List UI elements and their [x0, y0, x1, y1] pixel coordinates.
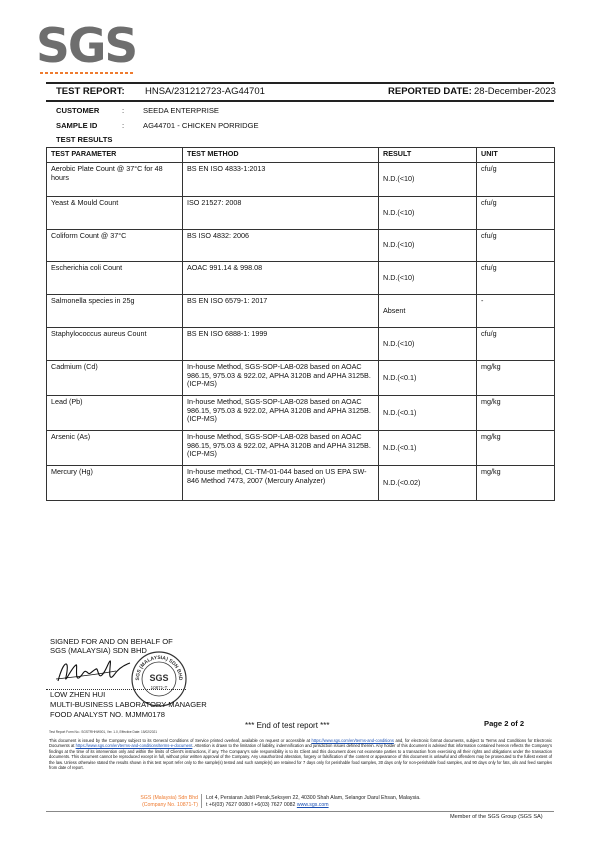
header-bottom-rule	[46, 100, 554, 102]
sample-id-label: SAMPLE ID	[56, 121, 98, 130]
cell-method: BS EN ISO 6888-1: 1999	[183, 328, 379, 361]
e-document-terms-link[interactable]: https://www.sgs.com/en/terms-and-conditions/terms-e-document	[75, 743, 193, 749]
cell-parameter: Yeast & Mould Count	[47, 197, 183, 230]
cell-method: ISO 21527: 2008	[183, 197, 379, 230]
test-results-label: TEST RESULTS	[56, 135, 113, 144]
cell-unit: mg/kg	[477, 361, 555, 396]
cell-parameter: Coliform Count @ 37°C	[47, 230, 183, 262]
cell-unit: mg/kg	[477, 396, 555, 431]
cell-result: N.D.(<10)	[379, 328, 477, 361]
cell-unit: cfu/g	[477, 163, 555, 197]
signatory-title: MULTI-BUSINESS LABORATORY MANAGER	[50, 700, 207, 709]
table-row	[47, 361, 555, 396]
cell-unit: cfu/g	[477, 262, 555, 295]
member-of-group: Member of the SGS Group (SGS SA)	[450, 814, 543, 820]
footer-company: SGS (Malaysia) Sdn Bhd (Company No. 10871-T)	[140, 795, 198, 808]
signatory-block	[50, 690, 207, 720]
cell-method: In-house method, CL-TM-01-044 based on US EPA SW-846 Method 7473, 2007 (Mercury Analyzer)	[183, 466, 379, 501]
handwritten-signature	[54, 655, 134, 689]
cell-method: BS EN ISO 4833-1:2013	[183, 163, 379, 197]
cell-unit: mg/kg	[477, 431, 555, 466]
cell-unit: mg/kg	[477, 466, 555, 501]
header-result: RESULT	[379, 148, 477, 163]
cell-result: N.D.(<10)	[379, 163, 477, 197]
cell-method: In-house Method, SGS-SOP-LAB-028 based on AOAC 986.15, 975.03 & 922.02, APHA 3120B and APHA 3125B. (ICP-MS)	[183, 431, 379, 466]
cell-method: In-house Method, SGS-SOP-LAB-028 based on AOAC 986.15, 975.03 & 922.02, APHA 3120B and APHA 3125B. (ICP-MS)	[183, 396, 379, 431]
signatory-name: LOW ZHEN HUI	[50, 690, 106, 699]
cell-result: N.D.(<0.1)	[379, 361, 477, 396]
cell-method: BS ISO 4832: 2006	[183, 230, 379, 262]
table-row	[47, 396, 555, 431]
table-row	[47, 262, 555, 295]
terms-link[interactable]: https://www.sgs.com/en/terms-and-conditions	[311, 738, 394, 743]
cell-unit: -	[477, 295, 555, 328]
cell-unit: cfu/g	[477, 230, 555, 262]
customer-label: CUSTOMER	[56, 106, 100, 115]
table-row	[47, 328, 555, 361]
header-test-parameter: TEST PARAMETER	[47, 148, 183, 163]
signed-on-behalf-line: SIGNED FOR AND ON BEHALF OF	[50, 637, 173, 646]
header-test-method: TEST METHOD	[183, 148, 379, 163]
cell-unit: cfu/g	[477, 197, 555, 230]
svg-text:SGS: SGS	[149, 673, 169, 683]
cell-parameter: Staphylococcus aureus Count	[47, 328, 183, 361]
footer-divider	[201, 794, 202, 808]
cell-method: In-house Method, SGS-SOP-LAB-028 based on AOAC 986.15, 975.03 & 922.02, APHA 3120B and APHA 3125B. (ICP-MS)	[183, 361, 379, 396]
cell-unit: cfu/g	[477, 328, 555, 361]
sample-id-colon: :	[122, 121, 125, 130]
cell-result: Absent	[379, 295, 477, 328]
page-number: Page 2 of 2	[484, 719, 525, 728]
cell-parameter: Lead (Pb)	[47, 396, 183, 431]
cell-result: N.D.(<10)	[379, 230, 477, 262]
header-unit: UNIT	[477, 148, 555, 163]
reported-date: 28-December-2023	[474, 86, 556, 97]
table-row	[47, 197, 555, 230]
table-row	[47, 230, 555, 262]
svg-text:SGS: SGS	[36, 19, 136, 70]
table-row	[47, 295, 555, 328]
sample-id-value: AG44701 - CHICKEN PORRIDGE	[143, 121, 259, 130]
results-table	[46, 147, 555, 501]
cell-parameter: Salmonella species in 25g	[47, 295, 183, 328]
customer-value: SEEDA ENTERPRISE	[143, 106, 219, 115]
cell-result: N.D.(<0.1)	[379, 396, 477, 431]
cell-result: N.D.(<0.02)	[379, 466, 477, 501]
logo-dotted-underline	[40, 71, 140, 75]
cell-method: BS EN ISO 6579-1: 2017	[183, 295, 379, 328]
footer-address: Lot 4, Persiaran Jubli Perak,Seksyen 22, 40300 Shah Alam, Selangor Darul Ehsan, Malaysia. t +6(03) 7627 0080 f +6(03) 7627 0082 www.sgs.com	[206, 795, 421, 808]
reported-date-label: REPORTED DATE:	[388, 86, 472, 97]
end-of-report: *** End of test report ***	[245, 721, 330, 730]
cell-parameter: Cadmium (Cd)	[47, 361, 183, 396]
cell-method: AOAC 991.14 & 998.08	[183, 262, 379, 295]
svg-text:10871-T: 10871-T	[150, 685, 168, 690]
cell-parameter: Mercury (Hg)	[47, 466, 183, 501]
form-number: Test Report Form No.: SGSTRHHW001, Ver. 1.0, Effective Date: 15/02/2021	[49, 730, 158, 734]
svg-text:SGS (MALAYSIA) SDN BHD: SGS (MALAYSIA) SDN BHD	[134, 654, 184, 681]
table-row	[47, 431, 555, 466]
cell-result: N.D.(<0.1)	[379, 431, 477, 466]
footer-rule	[46, 811, 554, 812]
table-row	[47, 163, 555, 197]
sgs-logo	[36, 16, 136, 70]
table-header-row	[47, 148, 555, 163]
website-link[interactable]: www.sgs.com	[296, 802, 329, 808]
signatory-analyst-no: FOOD ANALYST NO. MJMM0178	[50, 710, 165, 719]
cell-parameter: Aerobic Plate Count @ 37°C for 48 hours	[47, 163, 183, 197]
table-row	[47, 466, 555, 501]
report-number-label: TEST REPORT:	[56, 86, 125, 97]
cell-parameter: Arsenic (As)	[47, 431, 183, 466]
cell-result: N.D.(<10)	[379, 262, 477, 295]
report-number: HNSA/231212723-AG44701	[145, 86, 265, 97]
cell-result: N.D.(<10)	[379, 197, 477, 230]
cell-parameter: Escherichia coli Count	[47, 262, 183, 295]
customer-colon: :	[122, 106, 125, 115]
header-top-rule	[46, 82, 554, 84]
signed-company-line: SGS (MALAYSIA) SDN BHD	[50, 646, 147, 655]
legal-disclaimer: This document is issued by the Company subject to its General Conditions of Service printed overleaf, available on request or accessible at https://www.sgs.com/en/terms-and-conditions and, for electronic format documents, subject to Terms and Conditions for Electronic Documents at https://www.sgs.com/en/terms-and-conditions/terms-e-document. Attention is drawn to the limitation of liability, indemnification and jurisdiction issues defined therein. Any holder of this document is advised that information contained hereon reflects the Company's findings at the time of its intervention only and within the limits of Client's instructions, if any. The Company's sole responsibility is to its Client and this document does not exonerate parties to a transaction from exercising all their rights and obligations under the transaction documents. This document cannot be reproduced except in full, without prior written approval of the Company. Any unauthorized alteration, forgery or falsification of the content or appearance of this document is unlawful and offenders may be prosecuted to the fullest extent of the law. Unless otherwise stated the results shown in this test report refer only to the sample(s) tested and such sample(s) are retained for 7 days only for perishable food samples, 30 days only for non-perishable food samples, and 90 days only for fats, oils and feed samples from date of report.	[49, 738, 552, 771]
